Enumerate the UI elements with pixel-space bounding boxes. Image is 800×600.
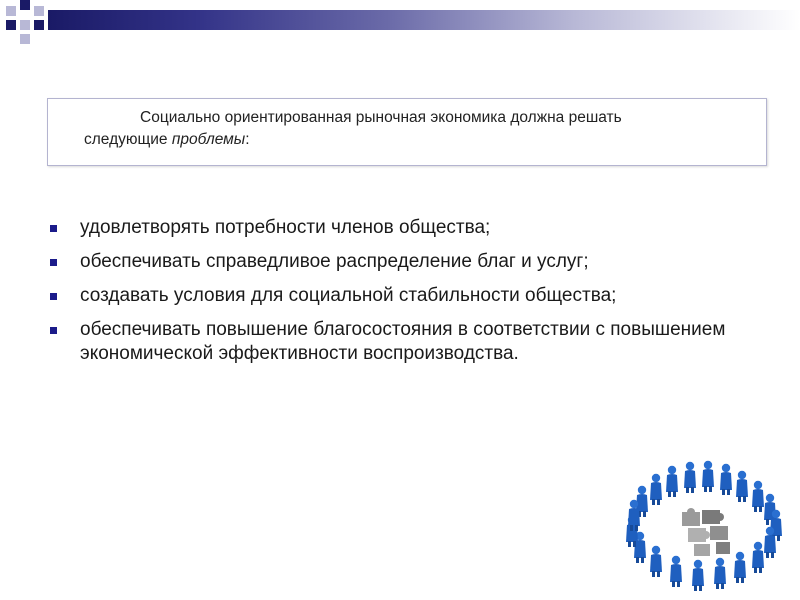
people-figures <box>626 461 782 591</box>
list-item <box>46 284 766 308</box>
intro-line-1: Социально ориентированная рыночная экономика должна решать <box>140 109 622 126</box>
square-bullet-icon <box>50 225 57 232</box>
puzzle-pieces <box>682 508 730 556</box>
square-bullet-icon <box>50 327 57 334</box>
list-item-text: создавать условия для социальной стабильности общества; <box>80 285 617 306</box>
intro-text <box>84 107 764 151</box>
list-item-text: удовлетворять потребности членов общества; <box>80 217 491 238</box>
deco-square <box>6 20 16 30</box>
list-item <box>46 216 766 240</box>
square-bullet-icon <box>50 293 57 300</box>
deco-square <box>20 34 30 44</box>
intro-line-2 <box>84 129 764 151</box>
deco-square <box>20 0 30 10</box>
header-gradient-bar <box>48 10 800 30</box>
intro-box <box>47 98 767 166</box>
intro-line-2-start: следующие <box>84 131 172 148</box>
list-item <box>46 318 766 366</box>
header-decoration <box>0 0 800 50</box>
list-item-text: обеспечивать повышение благосостояния в соответствии с повышением экономической эффективности воспроизводства. <box>80 319 726 364</box>
deco-square <box>34 20 44 30</box>
deco-square <box>20 20 30 30</box>
bullet-list <box>46 216 766 376</box>
intro-line-2-end: : <box>245 131 250 148</box>
list-item <box>46 250 766 274</box>
intro-emphasis: проблемы <box>171 131 246 148</box>
deco-square <box>6 6 16 16</box>
list-item-text: обеспечивать справедливое распределение благ и услуг; <box>80 251 589 272</box>
square-bullet-icon <box>50 259 57 266</box>
people-ring-puzzle-icon <box>612 460 800 600</box>
deco-square <box>34 6 44 16</box>
